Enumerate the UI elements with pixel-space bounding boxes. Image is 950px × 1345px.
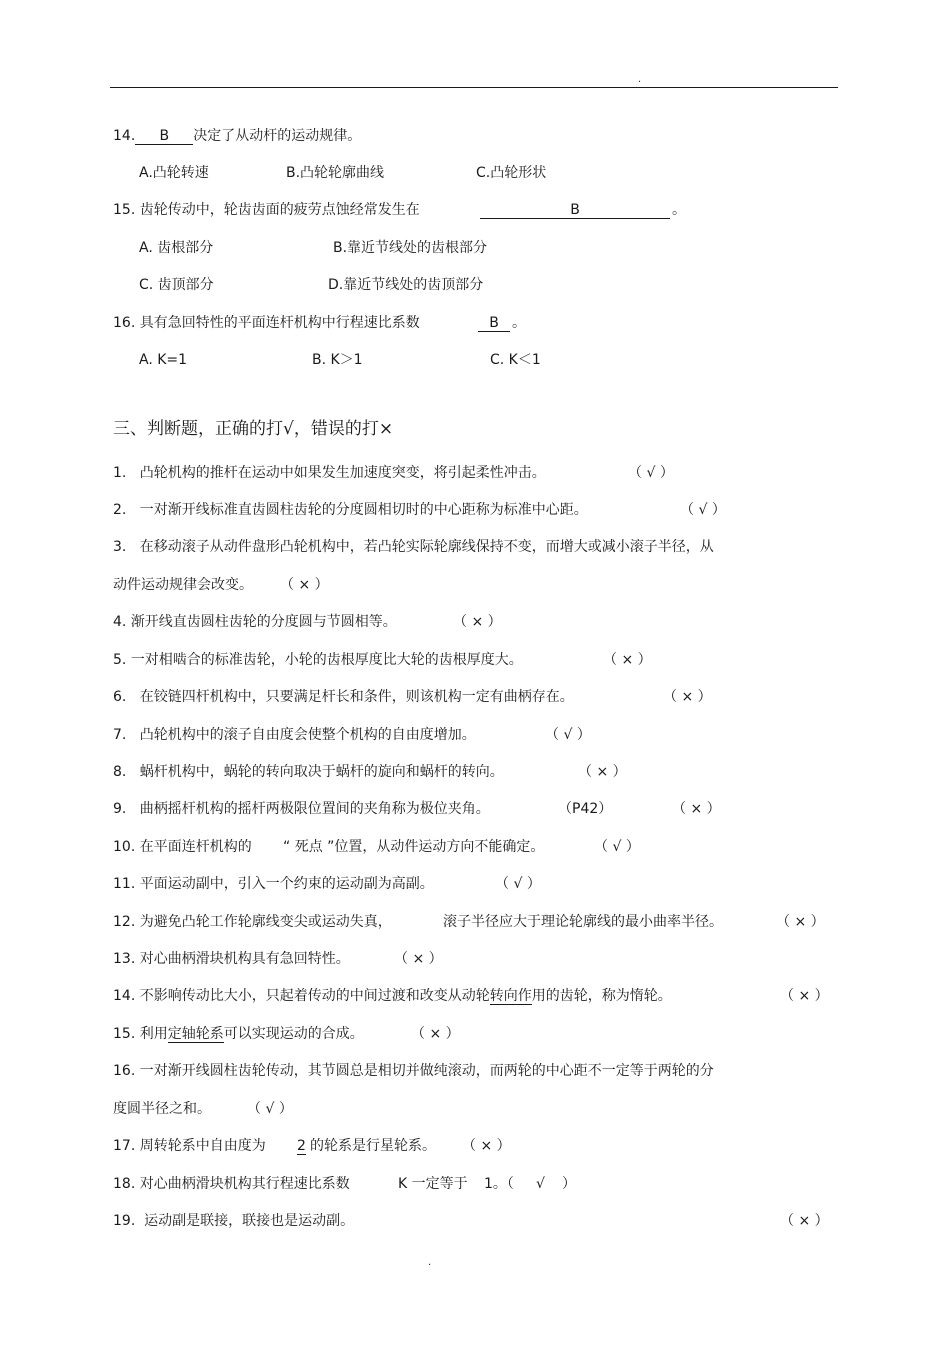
tf-answer-17: （ × ） bbox=[462, 1138, 511, 1154]
tf-answer-7: （ √ ） bbox=[545, 727, 591, 743]
mc-16-end: 。 bbox=[512, 315, 526, 331]
tf-question-13: 13. 对心曲柄滑块机构具有急回特性。 bbox=[113, 951, 350, 967]
tf-answer-3: （ × ） bbox=[280, 577, 329, 593]
mc-16-option-a: A. K=1 bbox=[139, 352, 188, 368]
mc-14-option-b: B.凸轮轮廓曲线 bbox=[286, 165, 385, 181]
tf-question-6: 6. 在铰链四杆机构中，只要满足杆长和条件，则该机构一定有曲柄存在。 bbox=[113, 689, 574, 705]
header-rule bbox=[110, 87, 838, 88]
mc-question-15: 15. 齿轮传动中，轮齿齿面的疲劳点蚀经常发生在 bbox=[113, 202, 420, 218]
tf-answer-4: （ × ） bbox=[453, 614, 502, 630]
tf-answer-14: （ × ） bbox=[780, 988, 829, 1004]
tf-question-19: 19. 运动副是联接，联接也是运动副。 bbox=[113, 1213, 355, 1229]
tf-question-4: 4. 渐开线直齿圆柱齿轮的分度圆与节圆相等。 bbox=[113, 614, 397, 630]
tf-answer-8: （ × ） bbox=[578, 764, 627, 780]
tf-question-12-part2: 滚子半径应大于理论轮廓线的最小曲率半径。 bbox=[443, 914, 723, 930]
mc-15-option-c: C. 齿顶部分 bbox=[139, 277, 214, 293]
tf-question-11: 11. 平面运动副中，引入一个约束的运动副为高副。 bbox=[113, 876, 434, 892]
tf-question-10: 10. 在平面连杆机构的 bbox=[113, 839, 252, 855]
tf-question-17: 17. 周转轮系中自由度为 bbox=[113, 1138, 266, 1154]
section-title: 三、判断题，正确的打√，错误的打× bbox=[113, 419, 394, 439]
tf-question-17-part2: 的轮系是行星轮系。 bbox=[310, 1138, 436, 1154]
tf-answer-5: （ × ） bbox=[603, 652, 652, 668]
header-mark: . bbox=[638, 74, 642, 85]
answer-blank: B bbox=[478, 315, 510, 332]
tf-question-10-part2: “ 死点 ”位置，从动件运动方向不能确定。 bbox=[283, 839, 545, 855]
tf-question-5: 5. 一对相啮合的标准齿轮，小轮的齿根厚度比大轮的齿根厚度大。 bbox=[113, 652, 523, 668]
tf-answer-9: （ × ） bbox=[672, 801, 721, 817]
tf-answer-19: （ × ） bbox=[780, 1213, 829, 1229]
tf-page-ref-9: （P42） bbox=[558, 801, 613, 817]
tf-question-18: 18. 对心曲柄滑块机构其行程速比系数 bbox=[113, 1176, 350, 1192]
tf-question-8: 8. 蜗杆机构中，蜗轮的转向取决于蜗杆的旋向和蜗杆的转向。 bbox=[113, 764, 504, 780]
mc-question-14: 14. B 决定了从动杆的运动规律。 bbox=[113, 128, 362, 144]
mc-14-option-c: C.凸轮形状 bbox=[476, 165, 547, 181]
mc-15-option-a: A. 齿根部分 bbox=[139, 240, 214, 256]
tf-question-18-close: ） bbox=[562, 1176, 576, 1192]
tf-answer-12: （ × ） bbox=[776, 914, 825, 930]
tf-answer-13: （ × ） bbox=[394, 951, 443, 967]
mc-15-option-b: B.靠近节线处的齿根部分 bbox=[333, 240, 488, 256]
tf-answer-6: （ × ） bbox=[663, 689, 712, 705]
tf-answer-16: （ √ ） bbox=[247, 1101, 293, 1117]
tf-question-16-line2: 度圆半径之和。 bbox=[113, 1101, 211, 1117]
tf-question-3-line2: 动件运动规律会改变。 bbox=[113, 577, 253, 593]
mc-15-option-d: D.靠近节线处的齿顶部分 bbox=[328, 277, 484, 293]
tf-question-15: 15. 利用定轴轮系可以实现运动的合成。 bbox=[113, 1026, 364, 1042]
mc-question-16: 16. 具有急回特性的平面连杆机构中行程速比系数 bbox=[113, 315, 420, 331]
answer-blank: 2 bbox=[297, 1138, 306, 1154]
answer-blank: B bbox=[135, 128, 193, 145]
tf-answer-11: （ √ ） bbox=[495, 876, 541, 892]
mc-14-option-a: A.凸轮转速 bbox=[139, 165, 209, 181]
tf-question-18-part2: K 一定等于 bbox=[398, 1176, 468, 1192]
tf-answer-18: √ bbox=[536, 1176, 545, 1192]
tf-answer-15: （ × ） bbox=[411, 1026, 460, 1042]
tf-answer-10: （ √ ） bbox=[594, 839, 640, 855]
answer-blank: B bbox=[480, 202, 670, 219]
tf-question-9: 9. 曲柄摇杆机构的摇杆两极限位置间的夹角称为极位夹角。 bbox=[113, 801, 490, 817]
tf-question-2: 2. 一对渐开线标准直齿圆柱齿轮的分度圆相切时的中心距称为标准中心距。 bbox=[113, 502, 588, 518]
tf-question-1: 1. 凸轮机构的推杆在运动中如果发生加速度突变，将引起柔性冲击。 bbox=[113, 465, 546, 481]
mc-15-end: 。 bbox=[672, 202, 686, 218]
mc-16-option-b: B. K＞1 bbox=[312, 352, 363, 368]
tf-question-16: 16. 一对渐开线圆柱齿轮传动，其节圆总是相切并做纯滚动，而两轮的中心距不一定等于两轮的分 bbox=[113, 1063, 714, 1079]
tf-question-18-part3: 1。（ bbox=[484, 1176, 514, 1192]
tf-question-12: 12. 为避免凸轮工作轮廓线变尖或运动失真， bbox=[113, 914, 392, 930]
tf-answer-2: （ √ ） bbox=[680, 502, 726, 518]
tf-question-7: 7. 凸轮机构中的滚子自由度会使整个机构的自由度增加。 bbox=[113, 727, 476, 743]
mc-16-option-c: C. K＜1 bbox=[490, 352, 541, 368]
tf-question-3: 3. 在移动滚子从动件盘形凸轮机构中，若凸轮实际轮廓线保持不变，而增大或减小滚子半径，从 bbox=[113, 539, 714, 555]
tf-question-14: 14. 不影响传动比大小，只起着传动的中间过渡和改变从动轮转向作用的齿轮，称为惰轮。 bbox=[113, 988, 672, 1004]
footer-mark: . bbox=[428, 1257, 432, 1268]
tf-answer-1: （ √ ） bbox=[628, 465, 674, 481]
